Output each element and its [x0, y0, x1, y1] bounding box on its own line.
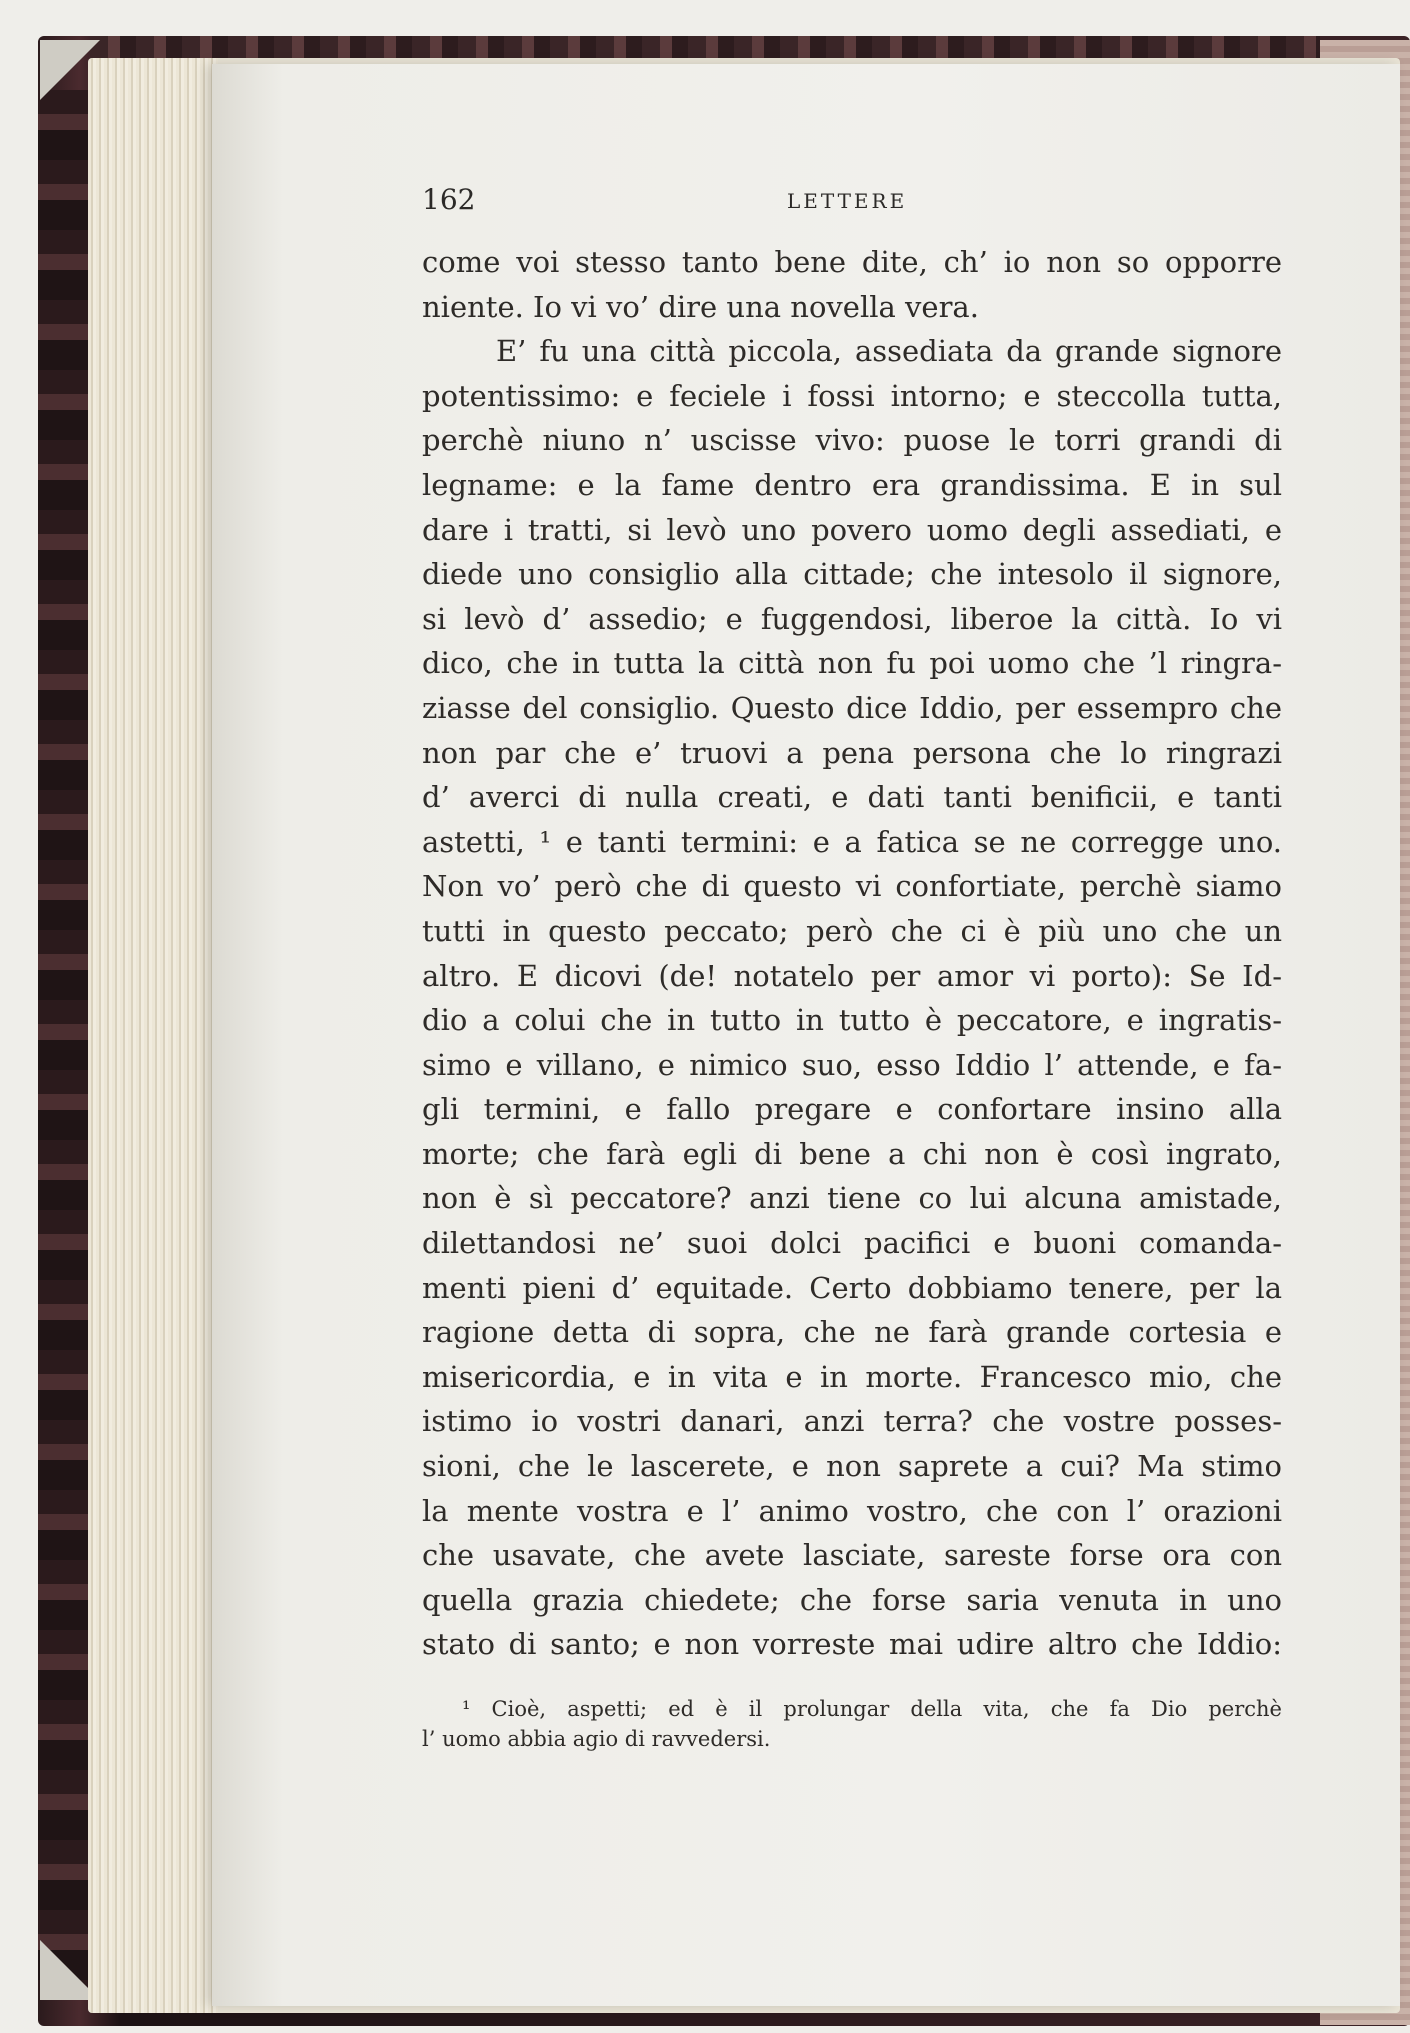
page-header: [422, 183, 1282, 223]
text-line: tutti in questo peccato; però che ci è più uno che un: [422, 913, 1282, 948]
text-line: diede uno consiglio alla cittade; che intesolo il signore,: [422, 557, 1282, 592]
text-line: la mente vostra e l’ animo vostro, che con l’ orazioni: [422, 1493, 1282, 1528]
text-line: non par che e’ truovi a pena persona che lo ringrazi: [422, 735, 1282, 770]
text-line: legname: e la fame dentro era grandissima. E in sul: [422, 467, 1282, 502]
page-edges: [88, 58, 218, 2013]
text-line: sioni, che le lascerete, e non saprete a cui? Ma stimo: [422, 1449, 1282, 1484]
text-line: ragione detta di sopra, che ne farà grande cortesia e: [422, 1315, 1282, 1350]
text-line: d’ averci di nulla creati, e dati tanti benificii, e tanti: [422, 780, 1282, 815]
text-line: morte; che farà egli di bene a chi non è così ingrato,: [422, 1136, 1282, 1171]
text-line: non è sì peccatore? anzi tiene co lui alcuna amistade,: [422, 1181, 1282, 1216]
text-line: ziasse del consiglio. Questo dice Iddio, per essempro che: [422, 690, 1282, 725]
text-line: dico, che in tutta la città non fu poi uomo che ’l ringra-: [422, 646, 1282, 681]
text-line: misericordia, e in vita e in morte. Francesco mio, che: [422, 1359, 1282, 1394]
footnote-line: ¹ Cioè, aspetti; ed è il prolungar della vita, che fa Dio perchè: [462, 1697, 1282, 1721]
text-line: che usavate, che avete lasciate, sareste forse ora con: [422, 1538, 1282, 1573]
text-line: potentissimo: e feciele i fossi intorno; e steccolla tutta,: [422, 378, 1282, 413]
text-line: dilettandosi ne’ suoi dolci pacifici e buoni comanda-: [422, 1226, 1282, 1261]
text-line: astetti, ¹ e tanti termini: e a fatica se ne corregge uno.: [422, 824, 1282, 859]
text-line: E’ fu una città piccola, assediata da grande signore: [496, 334, 1282, 369]
footnote-line: l’ uomo abbia agio di ravvedersi.: [422, 1727, 771, 1751]
text-line: dare i tratti, si levò uno povero uomo degli assediati, e: [422, 512, 1282, 547]
text-line: menti pieni d’ equitade. Certo dobbiamo tenere, per la: [422, 1270, 1282, 1305]
text-line: come voi stesso tanto bene dite, ch’ io non so opporre: [422, 245, 1282, 279]
text-line: simo e villano, e nimico suo, esso Iddio l’ attende, e fa-: [422, 1047, 1282, 1082]
footnote: [422, 1694, 1282, 1754]
text-line: dio a colui che in tutto in tutto è peccatore, e ingratis-: [422, 1003, 1282, 1038]
text-line: gli termini, e fallo pregare e confortare insino alla: [422, 1092, 1282, 1127]
text-line: quella grazia chiedete; che forse saria venuta in uno: [422, 1582, 1282, 1617]
body-text: [422, 240, 1282, 1667]
text-line: altro. E dicovi (de! notatelo per amor vi porto): Se Id-: [422, 958, 1282, 993]
text-line: istimo io vostri danari, anzi terra? che vostre posses-: [422, 1404, 1282, 1439]
running-head: LETTERE: [787, 189, 908, 213]
text-line: si levò d’ assedio; e fuggendosi, liberoe la città. Io vi: [422, 601, 1282, 636]
text-line: stato di santo; e non vorreste mai udire altro che Iddio:: [422, 1627, 1282, 1662]
text-line: Non vo’ però che di questo vi confortiate, perchè siamo: [422, 869, 1282, 904]
text-line: perchè niuno n’ uscisse vivo: puose le torri grandi di: [422, 423, 1282, 458]
page-number: 162: [422, 183, 476, 216]
text-line: niente. Io vi vo’ dire una novella vera.: [422, 289, 979, 324]
